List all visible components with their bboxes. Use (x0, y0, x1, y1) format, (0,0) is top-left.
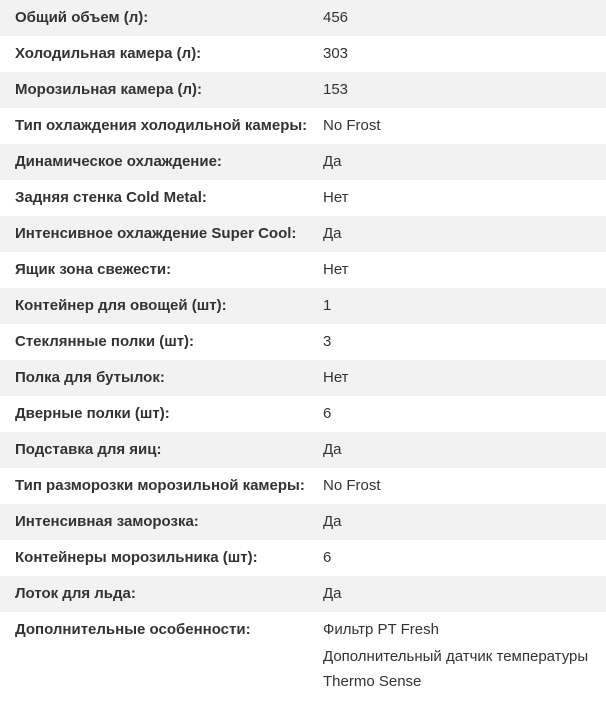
spec-value: Да (323, 585, 342, 602)
spec-label: Интенсивная заморозка: (15, 513, 199, 530)
spec-row-defrost-type (0, 468, 606, 504)
spec-row-fridge-volume (0, 36, 606, 72)
spec-row-egg-tray (0, 432, 606, 468)
spec-row-freezer-volume (0, 72, 606, 108)
spec-label: Интенсивное охлаждение Super Cool: (15, 225, 297, 242)
spec-label: Контейнер для овощей (шт): (15, 297, 227, 314)
spec-row-cooling-type (0, 108, 606, 144)
spec-label: Ящик зона свежести: (15, 261, 172, 278)
spec-label: Задняя стенка Cold Metal: (15, 189, 207, 206)
spec-row-glass-shelves (0, 324, 606, 360)
spec-label: Тип охлаждения холодильной камеры: (15, 117, 308, 134)
spec-value: 456 (323, 9, 349, 26)
spec-label: Дверные полки (шт): (15, 405, 170, 422)
spec-value: Да (323, 153, 342, 170)
spec-label: Лоток для льда: (15, 585, 136, 602)
spec-row-freezer-containers (0, 540, 606, 576)
spec-row-intensive-freeze (0, 504, 606, 540)
spec-value: Нет (323, 369, 349, 386)
spec-value-item: Фильтр PT Fresh (323, 621, 439, 638)
spec-value: 1 (323, 297, 332, 314)
spec-row-door-shelves (0, 396, 606, 432)
spec-label: Подставка для яиц: (15, 441, 162, 458)
spec-label: Стеклянные полки (шт): (15, 333, 195, 350)
spec-value-list (306, 621, 588, 694)
spec-row-ice-tray (0, 576, 606, 612)
spec-value: No Frost (323, 477, 381, 494)
spec-row-cold-metal (0, 180, 606, 216)
spec-label: Дополнительные особенности: (15, 621, 251, 638)
spec-value: No Frost (323, 117, 381, 134)
spec-row-super-cool (0, 216, 606, 252)
spec-label: Контейнеры морозильника (шт): (15, 549, 258, 566)
spec-value: Нет (323, 261, 349, 278)
spec-row-dynamic-cooling (0, 144, 606, 180)
spec-label: Тип разморозки морозильной камеры: (15, 477, 305, 494)
spec-label: Полка для бутылок: (15, 369, 165, 386)
spec-label: Морозильная камера (л): (15, 81, 203, 98)
spec-value-item: Thermo Sense (323, 672, 422, 690)
spec-value: Да (323, 513, 342, 530)
spec-value: Да (323, 225, 342, 242)
spec-value-item: Дополнительный датчик температуры (323, 648, 589, 665)
spec-row-total-volume (0, 0, 606, 36)
spec-label: Динамическое охлаждение: (15, 153, 222, 170)
spec-value: Да (323, 441, 342, 458)
spec-label: Холодильная камера (л): (15, 45, 202, 62)
spec-row-vegetable-container (0, 288, 606, 324)
spec-value: 3 (323, 333, 332, 350)
spec-label: Общий объем (л): (15, 9, 149, 26)
spec-value: 6 (323, 549, 332, 566)
spec-value: 303 (323, 45, 349, 62)
spec-row-additional-features (0, 612, 606, 690)
spec-row-bottle-shelf (0, 360, 606, 396)
spec-value: Нет (323, 189, 349, 206)
spec-value: 153 (323, 81, 349, 98)
spec-value: 6 (323, 405, 332, 422)
spec-row-fresh-zone (0, 252, 606, 288)
